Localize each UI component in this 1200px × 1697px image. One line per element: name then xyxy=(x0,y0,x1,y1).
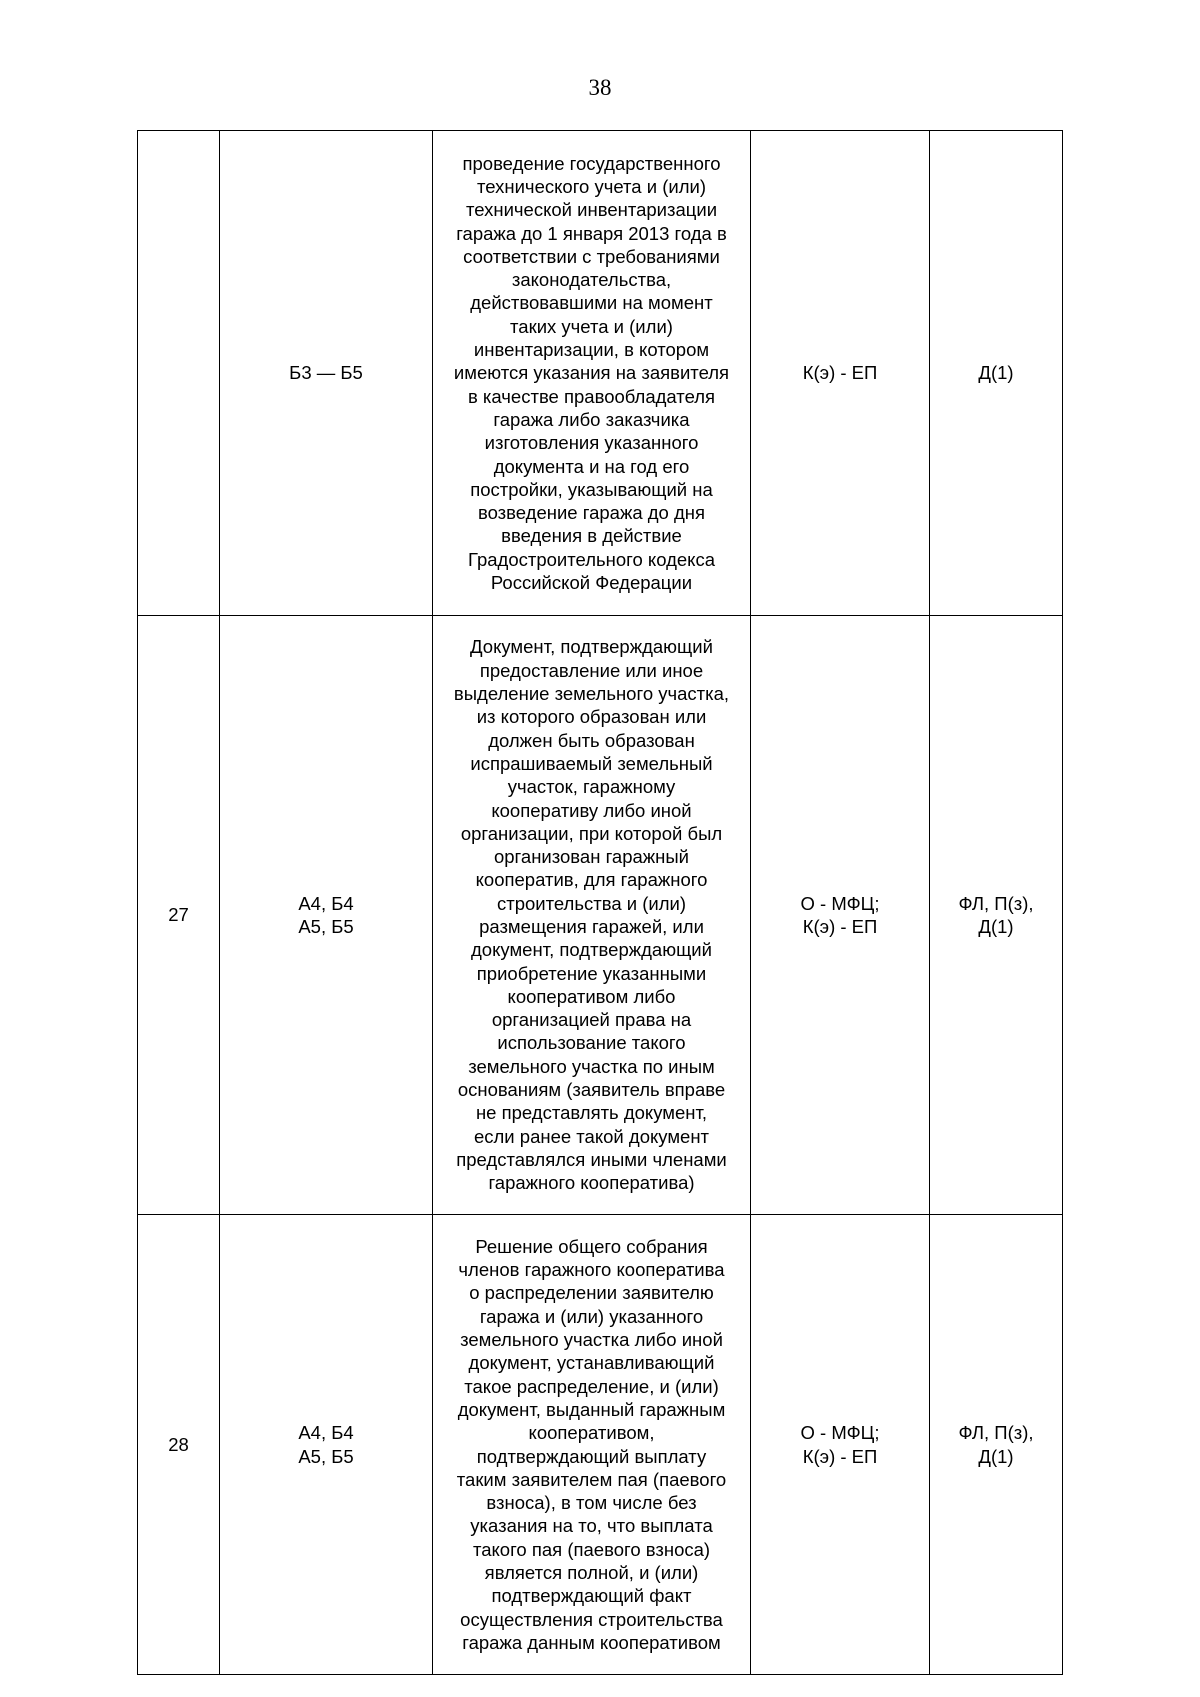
document-description: Решение общего собрания членов гаражного кооператива о распределении заявителю гаража и (или) указанного земельного участка либо иной документ, устанавливающий такое распределение, и (или) документ, выданный гаражным кооперативом, подтверждающий выплату таким заявителем пая (паевого взноса), в том числе без указания на то, что выплата такого пая (паевого взноса) является полной, и (или) подтверждающий факт осуществления строительства гаража данным кооперативом xyxy=(456,1235,727,1653)
applicant-codes: А4, Б4 А5, Б5 xyxy=(298,1422,354,1467)
document-description: проведение государственного технического учета и (или) технической инвентаризации гаража до 1 января 2013 года в соответствии с требованиями законодательства, действовавшими на момент таких учета и (или) инвентаризации, в котором имеются указания на заявителя в качестве правообладателя гаража либо заказчика изготовления указанного документа и на год его постройки, указывающий на возведение гаража до дня введения в действие Градостроительного кодекса Российской Федерации xyxy=(453,152,730,594)
document-form: ФЛ, П(з), Д(1) xyxy=(958,892,1034,937)
submission-method-cell xyxy=(751,1215,930,1675)
submission-method: О - МФЦ; К(э) - ЕП xyxy=(800,892,880,937)
row-number-cell xyxy=(138,131,220,616)
document-form-cell xyxy=(930,131,1063,616)
row-number: 28 xyxy=(168,1433,189,1455)
submission-method: О - МФЦ; К(э) - ЕП xyxy=(800,1422,880,1467)
applicant-codes: А4, Б4 А5, Б5 xyxy=(298,892,354,937)
document-description-cell xyxy=(433,131,751,616)
document-description: Документ, подтверждающий предоставление или иное выделение земельного участка, из которого образован или должен быть образован испрашиваемый земельный участок, гаражному кооперативу либо иной организации, при которой был организован гаражный кооператив, для гаражного строительства и (или) размещения гаражей, или документ, подтверждающий приобретение указанными кооперативом либо организацией права на использование такого земельного участка по иным основаниям (заявитель вправе не представлять документ, если ранее такой документ представлялся иными членами гаражного кооператива) xyxy=(453,636,730,1194)
applicant-codes-cell xyxy=(220,1215,433,1675)
table-row xyxy=(138,616,1063,1215)
document-description-cell xyxy=(433,616,751,1215)
document-form-cell xyxy=(930,1215,1063,1675)
submission-method: К(э) - ЕП xyxy=(802,362,878,384)
row-number: 27 xyxy=(168,904,189,926)
row-number-cell xyxy=(138,1215,220,1675)
document-description-cell xyxy=(433,1215,751,1675)
documents-table xyxy=(137,130,1063,1675)
applicant-codes-cell xyxy=(220,616,433,1215)
table-row xyxy=(138,1215,1063,1675)
document-form: ФЛ, П(з), Д(1) xyxy=(958,1422,1034,1467)
applicant-codes: Б3 — Б5 xyxy=(289,362,363,384)
submission-method-cell xyxy=(751,616,930,1215)
document-form-cell xyxy=(930,616,1063,1215)
document-form: Д(1) xyxy=(978,362,1014,384)
applicant-codes-cell xyxy=(220,131,433,616)
row-number-cell xyxy=(138,616,220,1215)
submission-method-cell xyxy=(751,131,930,616)
table-row xyxy=(138,131,1063,616)
page-number: 38 xyxy=(588,75,612,100)
